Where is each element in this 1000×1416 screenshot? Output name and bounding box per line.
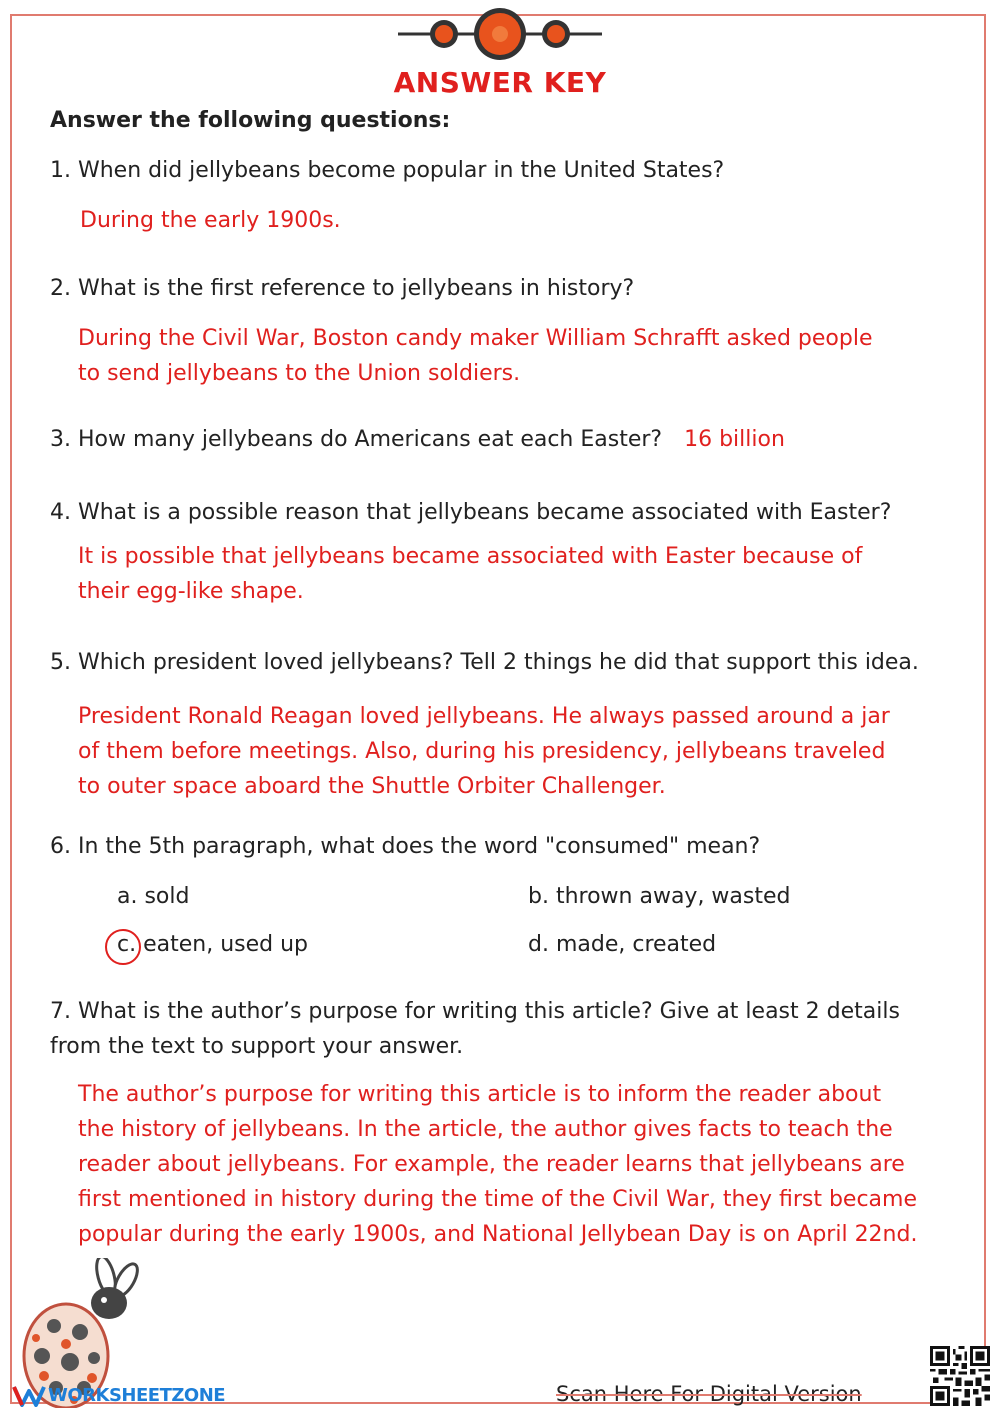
option-a: a. sold	[117, 884, 190, 909]
answer-7-line-4: first mentioned in history during the time of the Civil War, they first became	[78, 1187, 918, 1212]
question-3-text: 3. How many jellybeans do Americans eat each Easter?	[50, 427, 663, 452]
answer-7-line-1: The author’s purpose for writing this article is to inform the reader about	[78, 1082, 882, 1107]
option-d: d. made, created	[528, 932, 717, 957]
selected-answer-circle	[105, 929, 141, 965]
question-4: 4. What is a possible reason that jellybeans became associated with Easter?	[50, 500, 892, 525]
qr-code-icon[interactable]	[930, 1346, 990, 1406]
answer-3: 16 billion	[684, 427, 785, 452]
answer-5-line-3: to outer space aboard the Shuttle Orbiter Challenger.	[78, 774, 666, 799]
question-1: 1. When did jellybeans become popular in the United States?	[50, 158, 725, 183]
answer-7-line-2: the history of jellybeans. In the article, the author gives facts to teach the	[78, 1117, 893, 1142]
scan-here-text: Scan Here For Digital Version	[556, 1382, 862, 1406]
logo-zone-text: ZONE	[171, 1384, 226, 1406]
option-b: b. thrown away, wasted	[528, 884, 791, 909]
answer-7-line-5: popular during the early 1900s, and National Jellybean Day is on April 22nd.	[78, 1222, 918, 1247]
question-7-line-1: 7. What is the author’s purpose for writing this article? Give at least 2 details	[50, 999, 900, 1024]
worksheetzone-logo[interactable]	[12, 1380, 225, 1410]
instructions: Answer the following questions:	[50, 108, 451, 133]
page-title: ANSWER KEY	[393, 66, 607, 99]
answer-5-line-1: President Ronald Reagan loved jellybeans. He always passed around a jar	[78, 704, 890, 729]
answer-7-line-3: reader about jellybeans. For example, the reader learns that jellybeans are	[78, 1152, 905, 1177]
worksheetzone-logo-icon	[12, 1383, 46, 1407]
answer-1: During the early 1900s.	[80, 208, 341, 233]
question-2: 2. What is the first reference to jellybeans in history?	[50, 276, 635, 301]
option-c: c. eaten, used up	[117, 932, 308, 957]
flower-ornament-icon	[392, 4, 608, 64]
question-6: 6. In the 5th paragraph, what does the word "consumed" mean?	[50, 834, 761, 859]
answer-2-line-2: to send jellybeans to the Union soldiers.	[78, 361, 521, 386]
answer-5-line-2: of them before meetings. Also, during his presidency, jellybeans traveled	[78, 739, 886, 764]
answer-2-line-1: During the Civil War, Boston candy maker William Schrafft asked people	[78, 326, 873, 351]
answer-4-line-2: their egg-like shape.	[78, 579, 304, 604]
question-7-line-2: from the text to support your answer.	[50, 1034, 464, 1059]
question-3	[50, 422, 785, 457]
question-5: 5. Which president loved jellybeans? Tell 2 things he did that support this idea.	[50, 650, 919, 675]
logo-text: WORKSHEET	[48, 1384, 172, 1406]
answer-4-line-1: It is possible that jellybeans became associated with Easter because of	[78, 544, 863, 569]
